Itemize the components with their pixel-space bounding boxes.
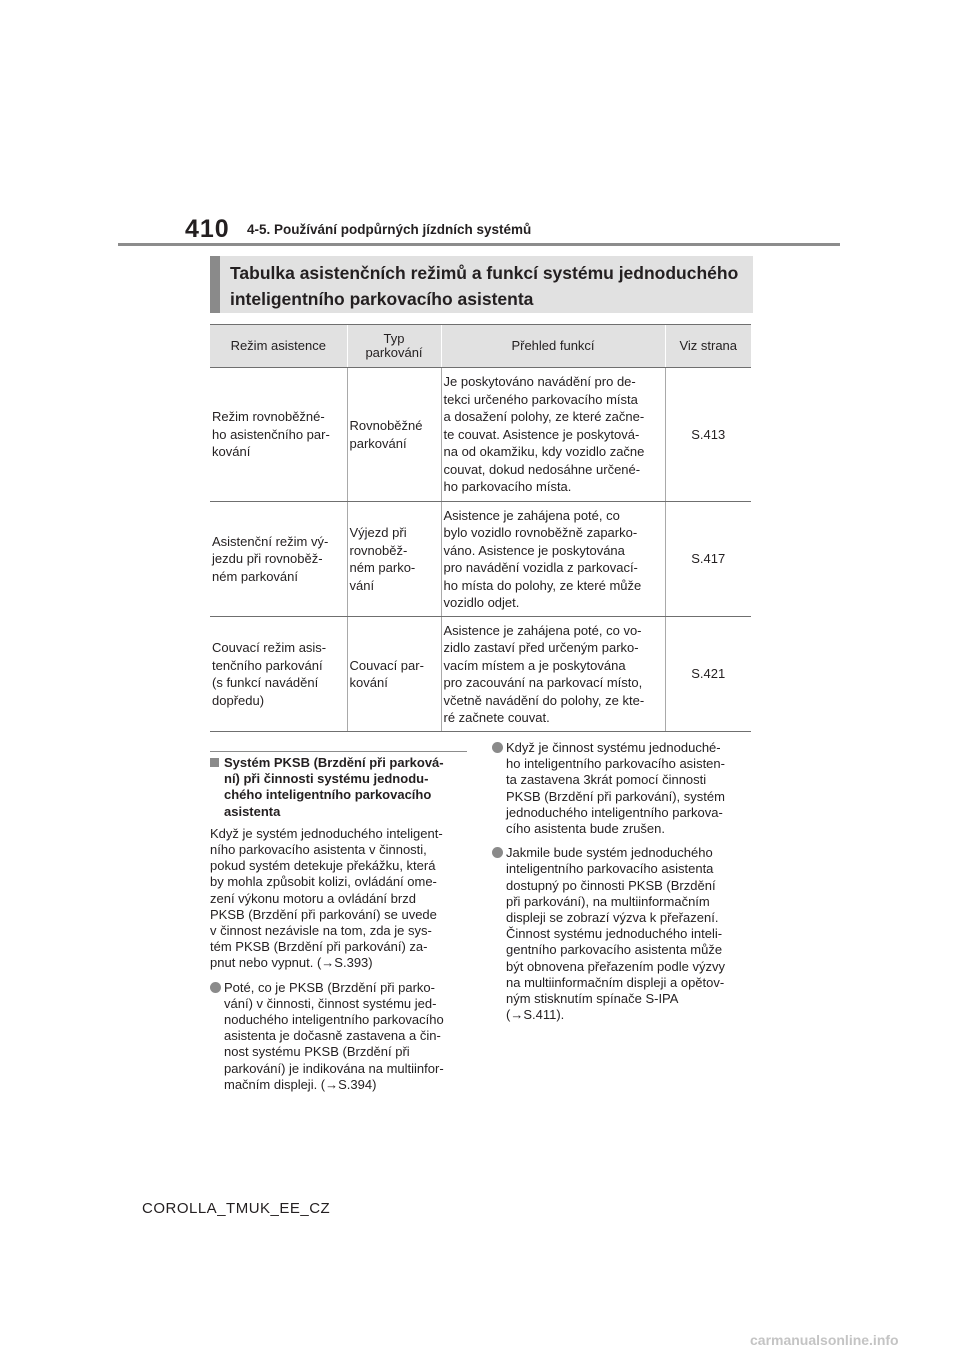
table-heading-line-1: Tabulka asistenčních režimů a funkcí systému jednoduchého: [230, 263, 739, 283]
cell-type: Rovnoběžné parkování: [347, 368, 441, 502]
column-header-type: [347, 325, 441, 368]
note-heading: [210, 755, 468, 820]
cell-mode: Couvací režim asis- tenčního parkování (s funkcí navádění dopředu): [210, 617, 347, 732]
cell-page-ref: S.417: [665, 502, 751, 617]
list-item-text: Poté, co je PKSB (Brzdění při parko- vání) v činnosti, činnost systému jed- noduchého inteligentního parkovacího asistenta je dočasně zastavena a čin- nost systému PKSB (Brzdění při parkování) je indikována na multiinfor- mačním displeji. (→S.394): [224, 979, 444, 1092]
column-header-type-label: Typ parkování: [365, 331, 423, 360]
note-paragraph: Když je systém jednoduchého inteligent- ního parkovacího asistenta v činnosti, pokud systém detekuje překážku, která by mohla způsobit kolizi, ovládání ome- zení výkonu motoru a ovládání brzd PKSB (Brzdění při parkování) se uvede v činnost nezávisle na tom, zda je sys- tém PKSB (Brzdění při parkování) za- pnut nebo vypnut. (→S.393): [210, 825, 443, 971]
column-divider: [210, 751, 467, 752]
table-header-row: [210, 325, 751, 368]
table-row: [210, 368, 751, 502]
document-code: COROLLA_TMUK_EE_CZ: [142, 1200, 331, 1217]
table-heading-line-2: inteligentního parkovacího asistenta: [230, 289, 534, 309]
watermark: carmanualsonline.info: [750, 1332, 899, 1348]
section-title: 4-5. Používání podpůrných jízdních systémů: [247, 222, 532, 237]
cell-type: Couvací par- kování: [347, 617, 441, 732]
list-item: [210, 980, 468, 1093]
column-header-mode: Režim asistence: [210, 325, 347, 368]
header-rule: [118, 243, 840, 246]
list-item: [492, 845, 752, 1023]
cell-page-ref: S.413: [665, 368, 751, 502]
table-row: [210, 617, 751, 732]
left-column: [210, 755, 468, 1101]
assistance-modes-table: [210, 324, 751, 732]
round-bullet-icon: [492, 847, 503, 858]
note-heading-text: Systém PKSB (Brzdění při parková- ní) při činnosti systému jednodu- chého inteligentního parkovacího asistenta: [224, 755, 444, 819]
page-number: 410: [185, 215, 230, 243]
cell-overview: Asistence je zahájena poté, co vo- zidlo zastaví před určeným parko- vacím místem a je poskytována pro zacouvání na parkovací místo, včetně navádění do polohy, ze kte- ré začnete couvat.: [441, 617, 665, 732]
column-header-page: Viz strana: [665, 325, 751, 368]
table-heading: [210, 256, 753, 313]
list-item-text: Jakmile bude systém jednoduchého inteligentního parkovacího asistenta dostupný po činnosti PKSB (Brzdění při parkování), na multiinformačním displeji se zobrazí výzva k přeřazení. Činnost systému jednoduchého inteli- gentního parkovacího asistenta může být obnovena přeřazením podle výzvy na multiinformačním displeji a opětov- ným stisknutím spínače S-IPA (→S.411).: [506, 845, 725, 1023]
list-item: [492, 740, 752, 837]
column-header-overview: Přehled funkcí: [441, 325, 665, 368]
list-item-text: Když je činnost systému jednoduché- ho inteligentního parkovacího asisten- ta zastavena 3krát pomocí činnosti PKSB (Brzdění při parkování), systém jednoduchého inteligentního parkova- cího asistenta bude zrušen.: [506, 740, 725, 837]
square-bullet-icon: [210, 758, 219, 767]
round-bullet-icon: [492, 742, 503, 753]
cell-mode: Režim rovnoběžné- ho asistenčního par- kování: [210, 368, 347, 502]
cell-page-ref: S.421: [665, 617, 751, 732]
table-row: [210, 502, 751, 617]
cell-mode: Asistenční režim vý- jezdu při rovnoběž- ném parkování: [210, 502, 347, 617]
round-bullet-icon: [210, 982, 221, 993]
cell-overview: Je poskytováno navádění pro de- tekci určeného parkovacího místa a dosažení polohy, ze které začne- te couvat. Asistence je poskytová- na od okamžiku, kdy vozidlo začne couvat, dokud nedosáhne určené- ho parkovacího místa.: [441, 368, 665, 502]
cell-overview: Asistence je zahájena poté, co bylo vozidlo rovnoběžně zaparko- váno. Asistence je poskytována pro navádění vozidla z parkovací- ho místa do polohy, ze které může vozidlo odjet.: [441, 502, 665, 617]
cell-type: Výjezd při rovnoběž- ném parko- vání: [347, 502, 441, 617]
right-column: [492, 740, 752, 1031]
